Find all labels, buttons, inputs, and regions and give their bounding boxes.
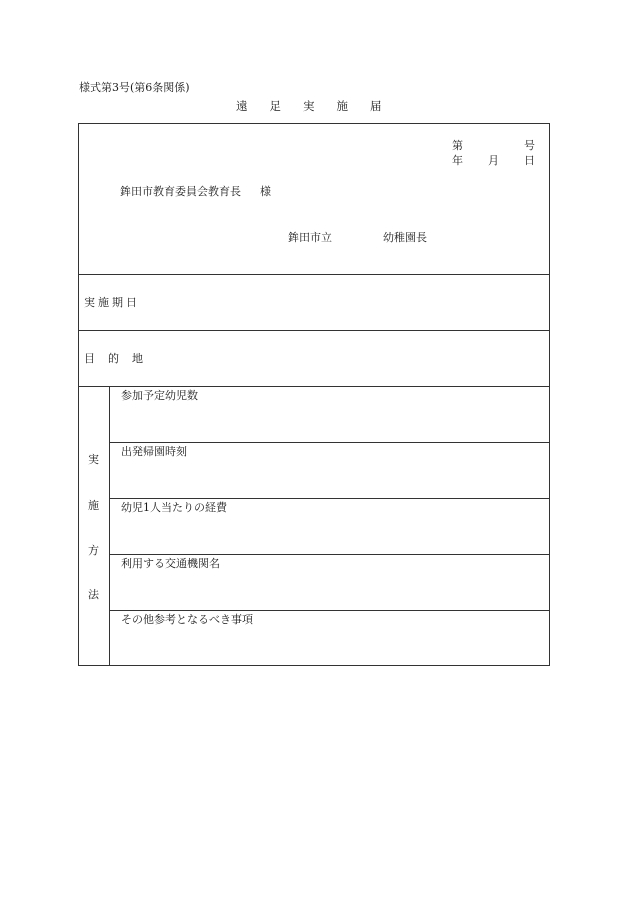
sender-prefix: 鉾田市立 xyxy=(288,231,332,244)
participant-count-item: 参加予定幼児数 xyxy=(121,389,198,402)
destination-label: 目 的 地 xyxy=(84,352,143,365)
item-divider xyxy=(109,610,550,611)
method-label-char: 法 xyxy=(88,588,99,601)
row-divider xyxy=(78,330,550,331)
title-char: 実 xyxy=(303,99,315,113)
method-column-divider xyxy=(109,386,110,666)
title-char: 足 xyxy=(269,99,281,113)
method-label-char: 実 xyxy=(88,453,99,466)
sender-title: 幼稚園長 xyxy=(383,231,427,244)
transportation-item: 利用する交通機関名 xyxy=(121,557,220,570)
number-suffix: 号 xyxy=(524,139,535,152)
document-title xyxy=(236,101,382,113)
day-label: 日 xyxy=(524,154,535,167)
item-divider xyxy=(109,498,550,499)
title-char: 遠 xyxy=(236,99,248,113)
title-char: 届 xyxy=(370,99,382,113)
title-char: 施 xyxy=(336,99,348,113)
row-divider xyxy=(78,386,550,387)
row-divider xyxy=(78,274,550,275)
item-divider xyxy=(109,442,550,443)
method-label-char: 施 xyxy=(88,499,99,512)
month-label: 月 xyxy=(488,154,499,167)
item-divider xyxy=(109,554,550,555)
form-number-label: 様式第3号(第6条関係) xyxy=(79,81,190,94)
cost-per-child-item: 幼児1人当たりの経費 xyxy=(121,501,227,514)
number-prefix: 第 xyxy=(452,139,463,152)
method-label-char: 方 xyxy=(88,544,99,557)
departure-return-time-item: 出発帰園時刻 xyxy=(121,445,187,458)
recipient: 鉾田市教育委員会教育長 xyxy=(120,185,241,198)
other-notes-item: その他参考となるべき事項 xyxy=(121,613,253,626)
recipient-honorific: 様 xyxy=(260,185,271,198)
year-label: 年 xyxy=(452,154,463,167)
implementation-date-label: 実 施 期 日 xyxy=(84,296,137,309)
